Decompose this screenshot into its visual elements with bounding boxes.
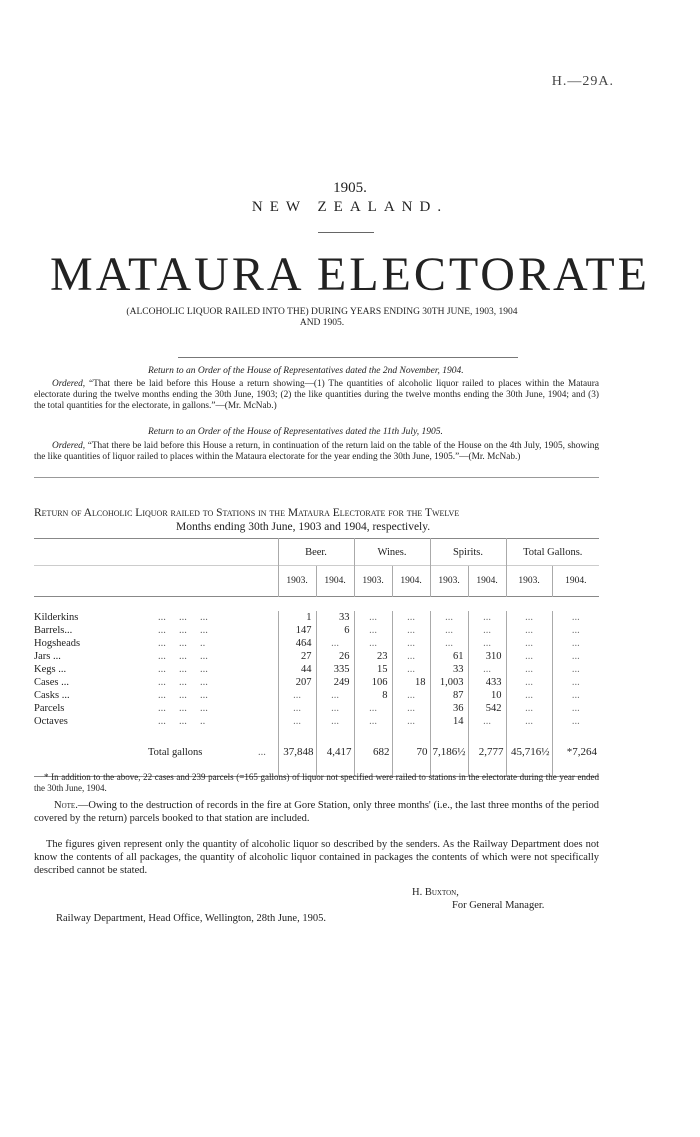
- table-row: [34, 637, 599, 650]
- table-cell: ...: [552, 689, 599, 702]
- table-cell: 147: [278, 624, 316, 637]
- table-cell: ...: [430, 611, 468, 624]
- table-cell: 207: [278, 676, 316, 689]
- table-cell: ...: [552, 702, 599, 715]
- leader-dots: ...: [258, 746, 266, 758]
- table-row: [34, 663, 599, 676]
- table-cell: ...: [278, 715, 316, 728]
- table-row: [34, 702, 599, 715]
- table-cell: ...: [506, 702, 552, 715]
- table-cell: 61: [430, 650, 468, 663]
- subtitle: [48, 307, 596, 329]
- year: 1905.: [333, 180, 367, 196]
- table-cell: ...: [430, 624, 468, 637]
- footnote: * In addition to the above, 22 cases and 239 parcels (=165 gallons) of liquor not specified were railed to stations in the electorate during the year ended the 30th June, 1904.: [34, 772, 599, 793]
- year-header: 1903.: [506, 566, 552, 597]
- row-label-text: Octaves: [34, 716, 68, 727]
- table-total-row: [34, 741, 599, 763]
- table-cell: ...: [392, 624, 430, 637]
- table-cell: 87: [430, 689, 468, 702]
- note-paragraph: [34, 799, 599, 825]
- leader-dots: ... ... ..: [158, 716, 206, 727]
- year-header: 1904.: [392, 566, 430, 597]
- return-table: [34, 538, 599, 778]
- table-cell: ...: [354, 702, 392, 715]
- row-label: [34, 650, 278, 663]
- group-header: Wines.: [354, 539, 430, 566]
- return-heading: [34, 506, 599, 534]
- table-cell: ...: [506, 689, 552, 702]
- table-cell: 310: [468, 650, 506, 663]
- table-cell: 37,848: [278, 741, 316, 763]
- table-cell: ...: [354, 611, 392, 624]
- table-cell: ...: [468, 624, 506, 637]
- order-text-2: [34, 441, 599, 463]
- table-cell: ...: [552, 676, 599, 689]
- row-label: [34, 637, 278, 650]
- table-cell: ...: [506, 715, 552, 728]
- table-cell: 464: [278, 637, 316, 650]
- table-cell: 14: [430, 715, 468, 728]
- signer-title: For General Manager.: [452, 900, 545, 911]
- row-label-text: Parcels: [34, 703, 65, 714]
- table-group-header: [34, 539, 599, 566]
- table-row: [34, 689, 599, 702]
- table-cell: ...: [468, 715, 506, 728]
- note-lead: Note.: [54, 800, 78, 811]
- table-cell: ...: [354, 715, 392, 728]
- table-cell: ...: [392, 715, 430, 728]
- table-cell: 433: [468, 676, 506, 689]
- table-row: [34, 611, 599, 624]
- table-cell: 682: [354, 741, 392, 763]
- page-title: MATAURA ELECTORATE: [50, 248, 650, 301]
- table-cell: 106: [354, 676, 392, 689]
- table-cell: ...: [506, 624, 552, 637]
- table-cell: ...: [552, 637, 599, 650]
- table-cell: 36: [430, 702, 468, 715]
- row-label-text: Total gallons: [148, 746, 203, 758]
- table-row: [34, 650, 599, 663]
- row-label: [34, 663, 278, 676]
- subtitle-line-2: AND 1905.: [299, 318, 345, 328]
- table-cell: ...: [552, 663, 599, 676]
- row-label-text: Kegs ...: [34, 664, 67, 675]
- row-label-text: Cases ...: [34, 677, 69, 688]
- table-cell: ...: [278, 702, 316, 715]
- row-label-text: Hogsheads: [34, 638, 81, 649]
- table-cell: ...: [392, 637, 430, 650]
- table-cell: 27: [278, 650, 316, 663]
- table-cell: 26: [316, 650, 354, 663]
- year-header: 1903.: [430, 566, 468, 597]
- table-cell: ...: [316, 689, 354, 702]
- leader-dots: ... ... ...: [158, 664, 208, 675]
- group-header: Total Gallons.: [506, 539, 599, 566]
- table-cell: 10: [468, 689, 506, 702]
- leader-dots: ... ... ...: [158, 677, 208, 688]
- table-row: [34, 715, 599, 728]
- leader-dots: ... ... ...: [158, 651, 208, 662]
- row-label: [34, 689, 278, 702]
- leader-dots: ... ... ..: [158, 638, 206, 649]
- table-cell: 6: [316, 624, 354, 637]
- order-lead-2: Ordered,: [52, 441, 86, 451]
- table-cell: *7,264: [552, 741, 599, 763]
- table-cell: ...: [552, 611, 599, 624]
- row-label: [34, 676, 278, 689]
- table-cell: ...: [392, 663, 430, 676]
- order-heading-2: Return to an Order of the House of Representatives dated the 11th July, 1905.: [148, 427, 443, 437]
- table-cell: ...: [468, 637, 506, 650]
- order-body-1: “That there be laid before this House a return showing—(1) The quantities of alcoholic liquor railed to places within the Mataura electorate during the twelve months ending the 30th June, 1903; (2) the like quantities during the twelve months ending the 30th June, 1904; and (3) the total quantities for the electorate, in gallons.”—(Mr. McNab.): [34, 379, 599, 411]
- table-cell: 1,003: [430, 676, 468, 689]
- table-cell: ...: [552, 715, 599, 728]
- order-body-2: “That there be laid before this House a return, in continuation of the return laid on the table of the House on the 4th July, 1905, showing the like quantities of liquor railed to places within the Mataura electorate for the year ending the 30th June, 1905.”—(Mr. McNab.): [34, 441, 599, 462]
- divider: [34, 477, 599, 478]
- table-cell: 4,417: [316, 741, 354, 763]
- row-label-text: Casks ...: [34, 690, 70, 701]
- page-reference: H.—29A.: [551, 74, 614, 89]
- order-heading-1: Return to an Order of the House of Representatives dated the 2nd November, 1904.: [148, 366, 464, 376]
- table-row: [34, 624, 599, 637]
- table-cell: 7,186½: [430, 741, 468, 763]
- return-heading-line-2: Months ending 30th June, 1903 and 1904, respectively.: [176, 521, 431, 533]
- year-header: 1904.: [468, 566, 506, 597]
- table-cell: ...: [316, 637, 354, 650]
- note-text: —Owing to the destruction of records in the fire at Gore Station, only three months' (i.e., the last three months of the period covered by the return) parcels booked to that station are included.: [34, 800, 599, 824]
- table-cell: 249: [316, 676, 354, 689]
- table-cell: ...: [506, 637, 552, 650]
- row-label-text: Barrels...: [34, 625, 73, 636]
- year-header: 1903.: [354, 566, 392, 597]
- table-cell: ...: [354, 637, 392, 650]
- table-cell: 33: [316, 611, 354, 624]
- table-cell: 335: [316, 663, 354, 676]
- table-cell: ...: [392, 611, 430, 624]
- table-cell: 44: [278, 663, 316, 676]
- row-label: [34, 624, 278, 637]
- table-cell: 45,716½: [506, 741, 552, 763]
- table-cell: ...: [392, 702, 430, 715]
- table-cell: 8: [354, 689, 392, 702]
- table-cell: ...: [278, 689, 316, 702]
- year-header: 1903.: [278, 566, 316, 597]
- divider: [178, 357, 518, 358]
- table-cell: ...: [430, 637, 468, 650]
- table-cell: ...: [468, 663, 506, 676]
- group-header: Spirits.: [430, 539, 506, 566]
- row-label: [34, 715, 278, 728]
- figures-paragraph: The figures given represent only the quantity of alcoholic liquor so described by the senders. As the Railway Department does not know the contents of all packages, the quantity of alcoholic liquor contained in packages the contents of which were not specifically described cannot be stated.: [34, 839, 599, 876]
- year-header: 1904.: [552, 566, 599, 597]
- row-label-text: Jars ...: [34, 651, 61, 662]
- table-cell: ...: [506, 676, 552, 689]
- table-cell: ...: [506, 650, 552, 663]
- row-label: [34, 741, 278, 763]
- year-header: 1904.: [316, 566, 354, 597]
- row-label-text: Kilderkins: [34, 612, 79, 623]
- table-cell: ...: [316, 715, 354, 728]
- table-cell: ...: [354, 624, 392, 637]
- table-cell: 1: [278, 611, 316, 624]
- table-cell: ...: [392, 689, 430, 702]
- return-heading-line-1: Return of Alcoholic Liquor railed to Stations in the Mataura Electorate for the Twelve: [34, 507, 460, 519]
- table-cell: 15: [354, 663, 392, 676]
- group-header: Beer.: [278, 539, 354, 566]
- order-text-1: [34, 379, 599, 412]
- table-cell: 23: [354, 650, 392, 663]
- table-row: [34, 676, 599, 689]
- leader-dots: ... ... ...: [158, 625, 208, 636]
- table-cell: 33: [430, 663, 468, 676]
- table-year-header: [34, 566, 599, 597]
- country: NEW ZEALAND.: [251, 199, 449, 215]
- leader-dots: ... ... ...: [158, 690, 208, 701]
- leader-dots: ... ... ...: [158, 703, 208, 714]
- row-label: [34, 611, 278, 624]
- row-label: [34, 702, 278, 715]
- divider: [318, 232, 374, 233]
- subtitle-line-1: (ALCOHOLIC LIQUOR RAILED INTO THE) DURING YEARS ENDING 30TH JUNE, 1903, 1904: [126, 307, 518, 317]
- table-cell: ...: [552, 650, 599, 663]
- signer-name: H. Buxton,: [412, 887, 459, 898]
- leader-dots: ... ... ...: [158, 612, 208, 623]
- table-cell: 2,777: [468, 741, 506, 763]
- table-cell: ...: [506, 611, 552, 624]
- table-cell: ...: [468, 611, 506, 624]
- table-cell: ...: [552, 624, 599, 637]
- table-body: [34, 611, 599, 778]
- table-cell: ...: [392, 650, 430, 663]
- table-cell: ...: [506, 663, 552, 676]
- table-cell: 542: [468, 702, 506, 715]
- place-date: Railway Department, Head Office, Wellington, 28th June, 1905.: [56, 913, 326, 924]
- table-cell: 18: [392, 676, 430, 689]
- table-cell: ...: [316, 702, 354, 715]
- order-lead-1: Ordered,: [52, 379, 86, 389]
- table-cell: 70: [392, 741, 430, 763]
